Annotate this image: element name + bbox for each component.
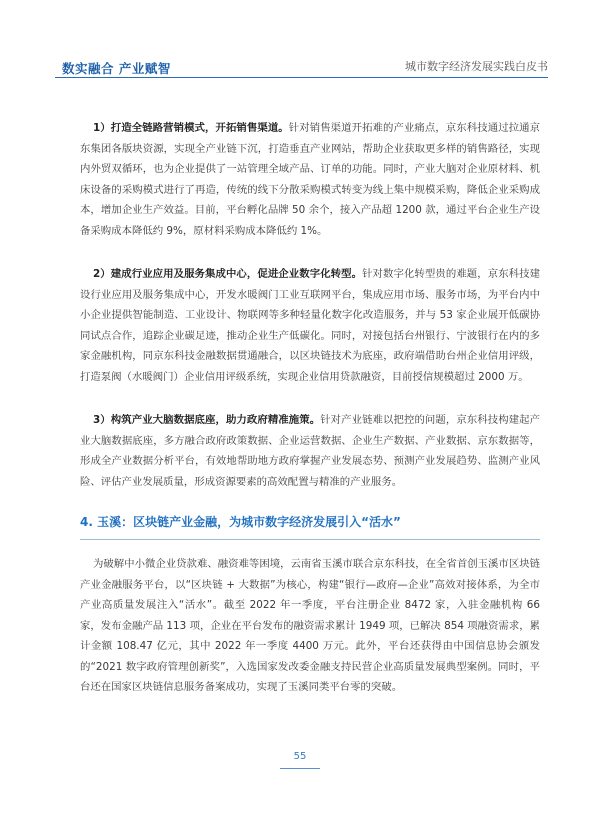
paragraph-industry-brain (80, 410, 540, 492)
paragraph-lead: 2）建成行业应用及服务集成中心，促进企业数字化转型。 (93, 268, 363, 280)
page-header (0, 44, 600, 78)
footer-divider (280, 768, 320, 769)
paragraph-lead: 3）构筑产业大脑数据底座，助力政府精准施策。 (93, 414, 321, 426)
document-title: 城市数字经济发展实践白皮书 (405, 60, 548, 73)
section-heading: 4. 玉溪：区块链产业金融，为城市数字经济发展引入“活水” (80, 511, 540, 540)
section-body: 为破解中小微企业贷款难、融资难等困境，云南省玉溪市联合京东科技，在全省首创玉溪市区块链产业金融服务平台，以“区块链 + 大数据”为核心，构建“银行—政府—企业”高效对接体系，为全市产业高质量发展注入“活水”。截至 2022 年一季度，平台注册企业 8472 家，入驻金融机构 66 家，发布金融产品 113 项，企业在平台发布的融资需求累计 1949 项，已解决 854 项融资需求，累计金额 108.47 亿元，其中 2022 年一季度 4400 万元。此外，平台还获得由中国信息协会颁发的“2021 数字政府管理创新奖”，入选国家发改委金融支持民营企业高质量发展典型案例。同时，平台还在国家区块链信息服务备案成功，实现了玉溪同类平台零的突破。 (80, 558, 540, 693)
paragraph-digital-transformation (80, 264, 540, 387)
header-divider (55, 77, 548, 78)
paragraph-lead: 1）打造全链路营销模式，开拓销售渠道。 (93, 122, 289, 134)
paragraph-body: 针对产业链难以把控的问题，京东科技构建起产业大脑数据底座，多方融合政府政策数据、企业运营数据、企业生产数据、产业数据、京东数据等，形成全产业数据分析平台，有效地帮助地方政府掌握产业发展态势、预测产业发展趋势、监测产业风险、评估产业发展质量，形成资源要素的高效配置与精准的产业服务。 (80, 414, 541, 488)
page-number: 55 (293, 751, 307, 762)
main-content (80, 118, 540, 698)
brand-slogan: 数实融合 产业赋智 (62, 61, 171, 76)
paragraph-marketing (80, 118, 540, 241)
paragraph-body: 针对销售渠道开拓难的产业痛点，京东科技通过拉通京东集团各版块资源，实现全产业链下沉，打造垂直产业网站，帮助企业获取更多样的销售路径，实现内外贸双循环，也为企业提供了一站管理全域产品、订单的功能。同时，产业大脑对企业原材料、机床设备的采购模式进行了再造，传统的线下分散采购模式转变为线上集中规模采购，降低企业采购成本，增加企业生产效益。目前，平台孵化品牌 50 余个，接入产品超 1200 款，通过平台企业生产设备采购成本降低约 9%，原材料采购成本降低约 1%。 (80, 122, 540, 237)
paragraph-body: 针对数字化转型贵的难题，京东科技建设行业应用及服务集成中心，开发水暖阀门工业互联网平台，集成应用市场、服务市场，为平台内中小企业提供智能制造、工业设计、物联网等多种轻量化数字化改造服务，并与 53 家企业展开低碳协同试点合作，追踪企业碳足迹，推动企业生产低碳化。同时，对接包括台州银行、宁波银行在内的多家金融机构，同京东科技金融数据贯通融合，以区块链技术为底座，政府端借助台州企业信用评级，打造泵阀（水暖阀门）企业信用评级系统，实现企业信用贷款融资，目前授信规模超过 2000 万。 (80, 268, 540, 383)
